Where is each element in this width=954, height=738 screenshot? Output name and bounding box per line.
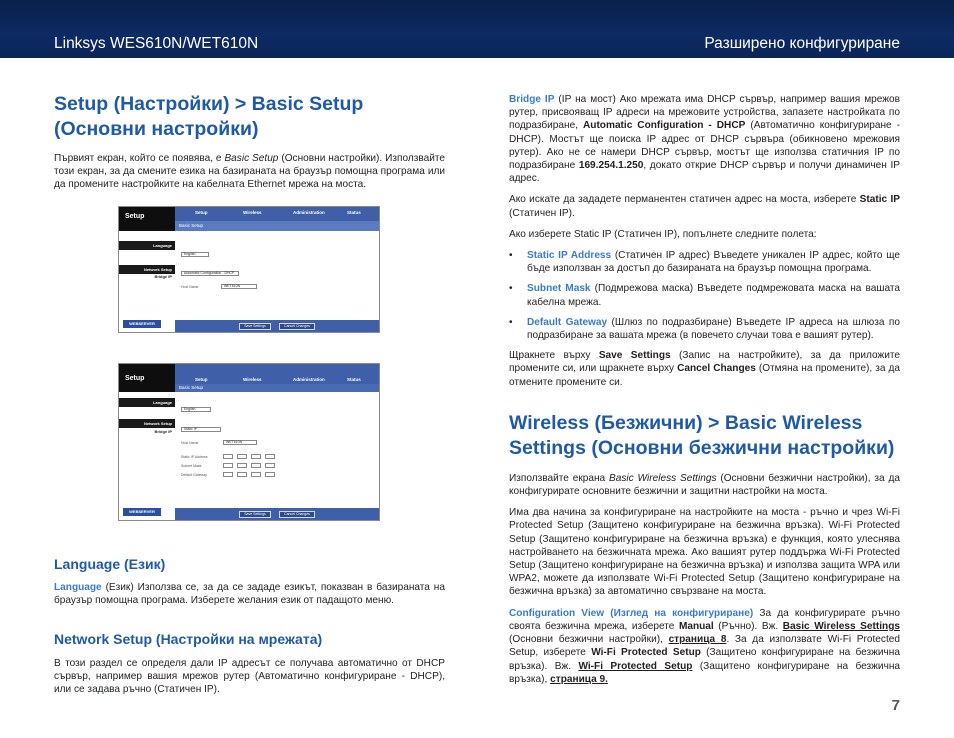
- language-section: [54, 555, 445, 607]
- list-item: • Subnet Mask (Подмрежова маска) Въведете подмрежовата маска на вашата кабелна мрежа.: [509, 282, 900, 308]
- basic-wireless-settings-link[interactable]: Basic Wireless Settings: [782, 620, 901, 632]
- save-changes-paragraph: Щракнете върху Save Settings (Запис на настройките), за да приложите промените си, или щракнете върху Cancel Changes (Отмяна на промените), за да отмените промените си.: [509, 350, 900, 388]
- page-8-link[interactable]: страница 8: [668, 634, 727, 646]
- left-column: [54, 92, 445, 192]
- static-fields-intro: Ако изберете Static IP (Статичен IP), попълнете следните полета:: [509, 228, 817, 240]
- right-column: [509, 93, 900, 686]
- list-item: • Static IP Address (Статичен IP адрес) Въведете уникален IP адрес, който ще бъде използван за достъп до базираната на браузър помощна програма.: [509, 249, 900, 275]
- shot2-brand: Setup: [125, 375, 145, 382]
- screenshot-basic-setup-static: Setup Setup Wireless Administration Status Basic Setup Language Network Setup Bridge IP WEBSERVER English Static IP Host Name WET610N Static IP Address Subnet Mask Default Gateway Save Settings Cancel Changes: [118, 363, 380, 521]
- list-item: • Default Gateway (Шлюз по подразбиране) Въведете IP адреса на шлюза по подразбиране за вашата мрежа (в повечето случаи това е вашият рутер).: [509, 316, 900, 342]
- bridge-ip-paragraph: Bridge IP (IP на мост) Ако мрежата има DHCP сървър, например вашия мрежов рутер, присвояващ IP адреси на мрежовите устройства, запазете настройката по подразбиране, Automatic Configuration - DHCP (Автоматично конфигуриране - DHCP). Мостът ще поиска IP адрес от DHCP сървъра (обикновено мрежовия рутер). Ако не се намери DHCP сървър, мостът ще използва статичния IP по подразбиране 169.254.1.250, докато открие DHCP сървър и получи динамичен IP адрес.: [509, 94, 900, 185]
- language-heading: Language (Език): [54, 556, 166, 572]
- page-number: 7: [891, 697, 900, 714]
- section-title-setup: Setup (Настройки) > Basic Setup (Основни настройки): [54, 93, 364, 140]
- page-header: [0, 0, 954, 58]
- network-section: [54, 630, 445, 697]
- network-heading: Network Setup (Настройки на мрежата): [54, 631, 323, 647]
- section-title-wireless: Wireless (Безжични) > Basic Wireless Settings (Основни безжични настройки): [509, 411, 895, 459]
- network-paragraph: В този раздел се определя дали IP адресът се получава автоматично от DHCP сървър, например вашия мрежов рутер (Автоматично конфигуриране - DHCP), или се задава ръчно (Статичен IP).: [54, 658, 445, 696]
- wifi-protected-setup-link[interactable]: Wi-Fi Protected Setup: [578, 660, 693, 672]
- intro-paragraph: Първият екран, който се появява, е Basic Setup (Основни настройки). Използвайте този екран, за да смените езика на базираната на браузър помощна програма или да промените настройките на кабелната Ethernet мрежа на моста.: [54, 153, 445, 191]
- header-product-name: Linksys WES610N/WET610N: [54, 35, 259, 52]
- static-fields-list: [509, 249, 900, 342]
- shot1-brand: Setup: [125, 213, 145, 220]
- wireless-methods-paragraph: Има два начина за конфигуриране на настройките на моста - ръчно и чрез Wi-Fi Protected Setup (Защитено конфигуриране на безжична връзка). Wi-Fi Protected Setup (Защитено конфигуриране на безжична връзка) е функция, която улеснява настройването на безжичната мрежа. Ако вашият рутер поддържа Wi-Fi Protected Setup (Защитено конфигуриране на безжична връзка) и използва защита WPA или WPA2, можете да използвате Wi-Fi Protected Setup (Защитено конфигуриране на безжична връзка) за автоматично свързване на моста.: [509, 507, 900, 598]
- configuration-view-paragraph: Configuration View (Изглед на конфигуриране) За да конфигурирате ръчно своята безжична мрежа, изберете Manual (Ръчно). Вж. Basic Wireless Settings (Основни безжични настройки), страница 8. За да използвате Wi-Fi Protected Setup, изберете Wi-Fi Protected Setup (Защитено конфигуриране на безжична връзка). Вж. Wi-Fi Protected Setup (Защитено конфигуриране на безжична връзка), страница 9.: [509, 607, 901, 685]
- static-ip-paragraph: Ако искате да зададете перманентен статичен адрес на моста, изберете Static IP (Статичен IP).: [509, 194, 901, 219]
- language-paragraph: Language (Език) Използва се, за да се зададе езикът, показван в базираната на браузър помощна програма. Изберете желания език от падащото меню.: [54, 582, 445, 607]
- wireless-intro-paragraph: Използвайте екрана Basic Wireless Settings (Основни безжични настройки), за да конфигурирате основните безжични и защитни настройки на моста.: [509, 472, 900, 498]
- page-9-link[interactable]: страница 9.: [550, 673, 608, 685]
- header-section-name: Разширено конфигуриране: [704, 35, 900, 52]
- screenshot-basic-setup-dhcp: Setup Setup Wireless Administration Status Basic Setup Language Network Setup Bridge IP WEBSERVER English Automatic Configuration - DHCP Host Name WET610N Save Settings Cancel Changes: [118, 206, 380, 333]
